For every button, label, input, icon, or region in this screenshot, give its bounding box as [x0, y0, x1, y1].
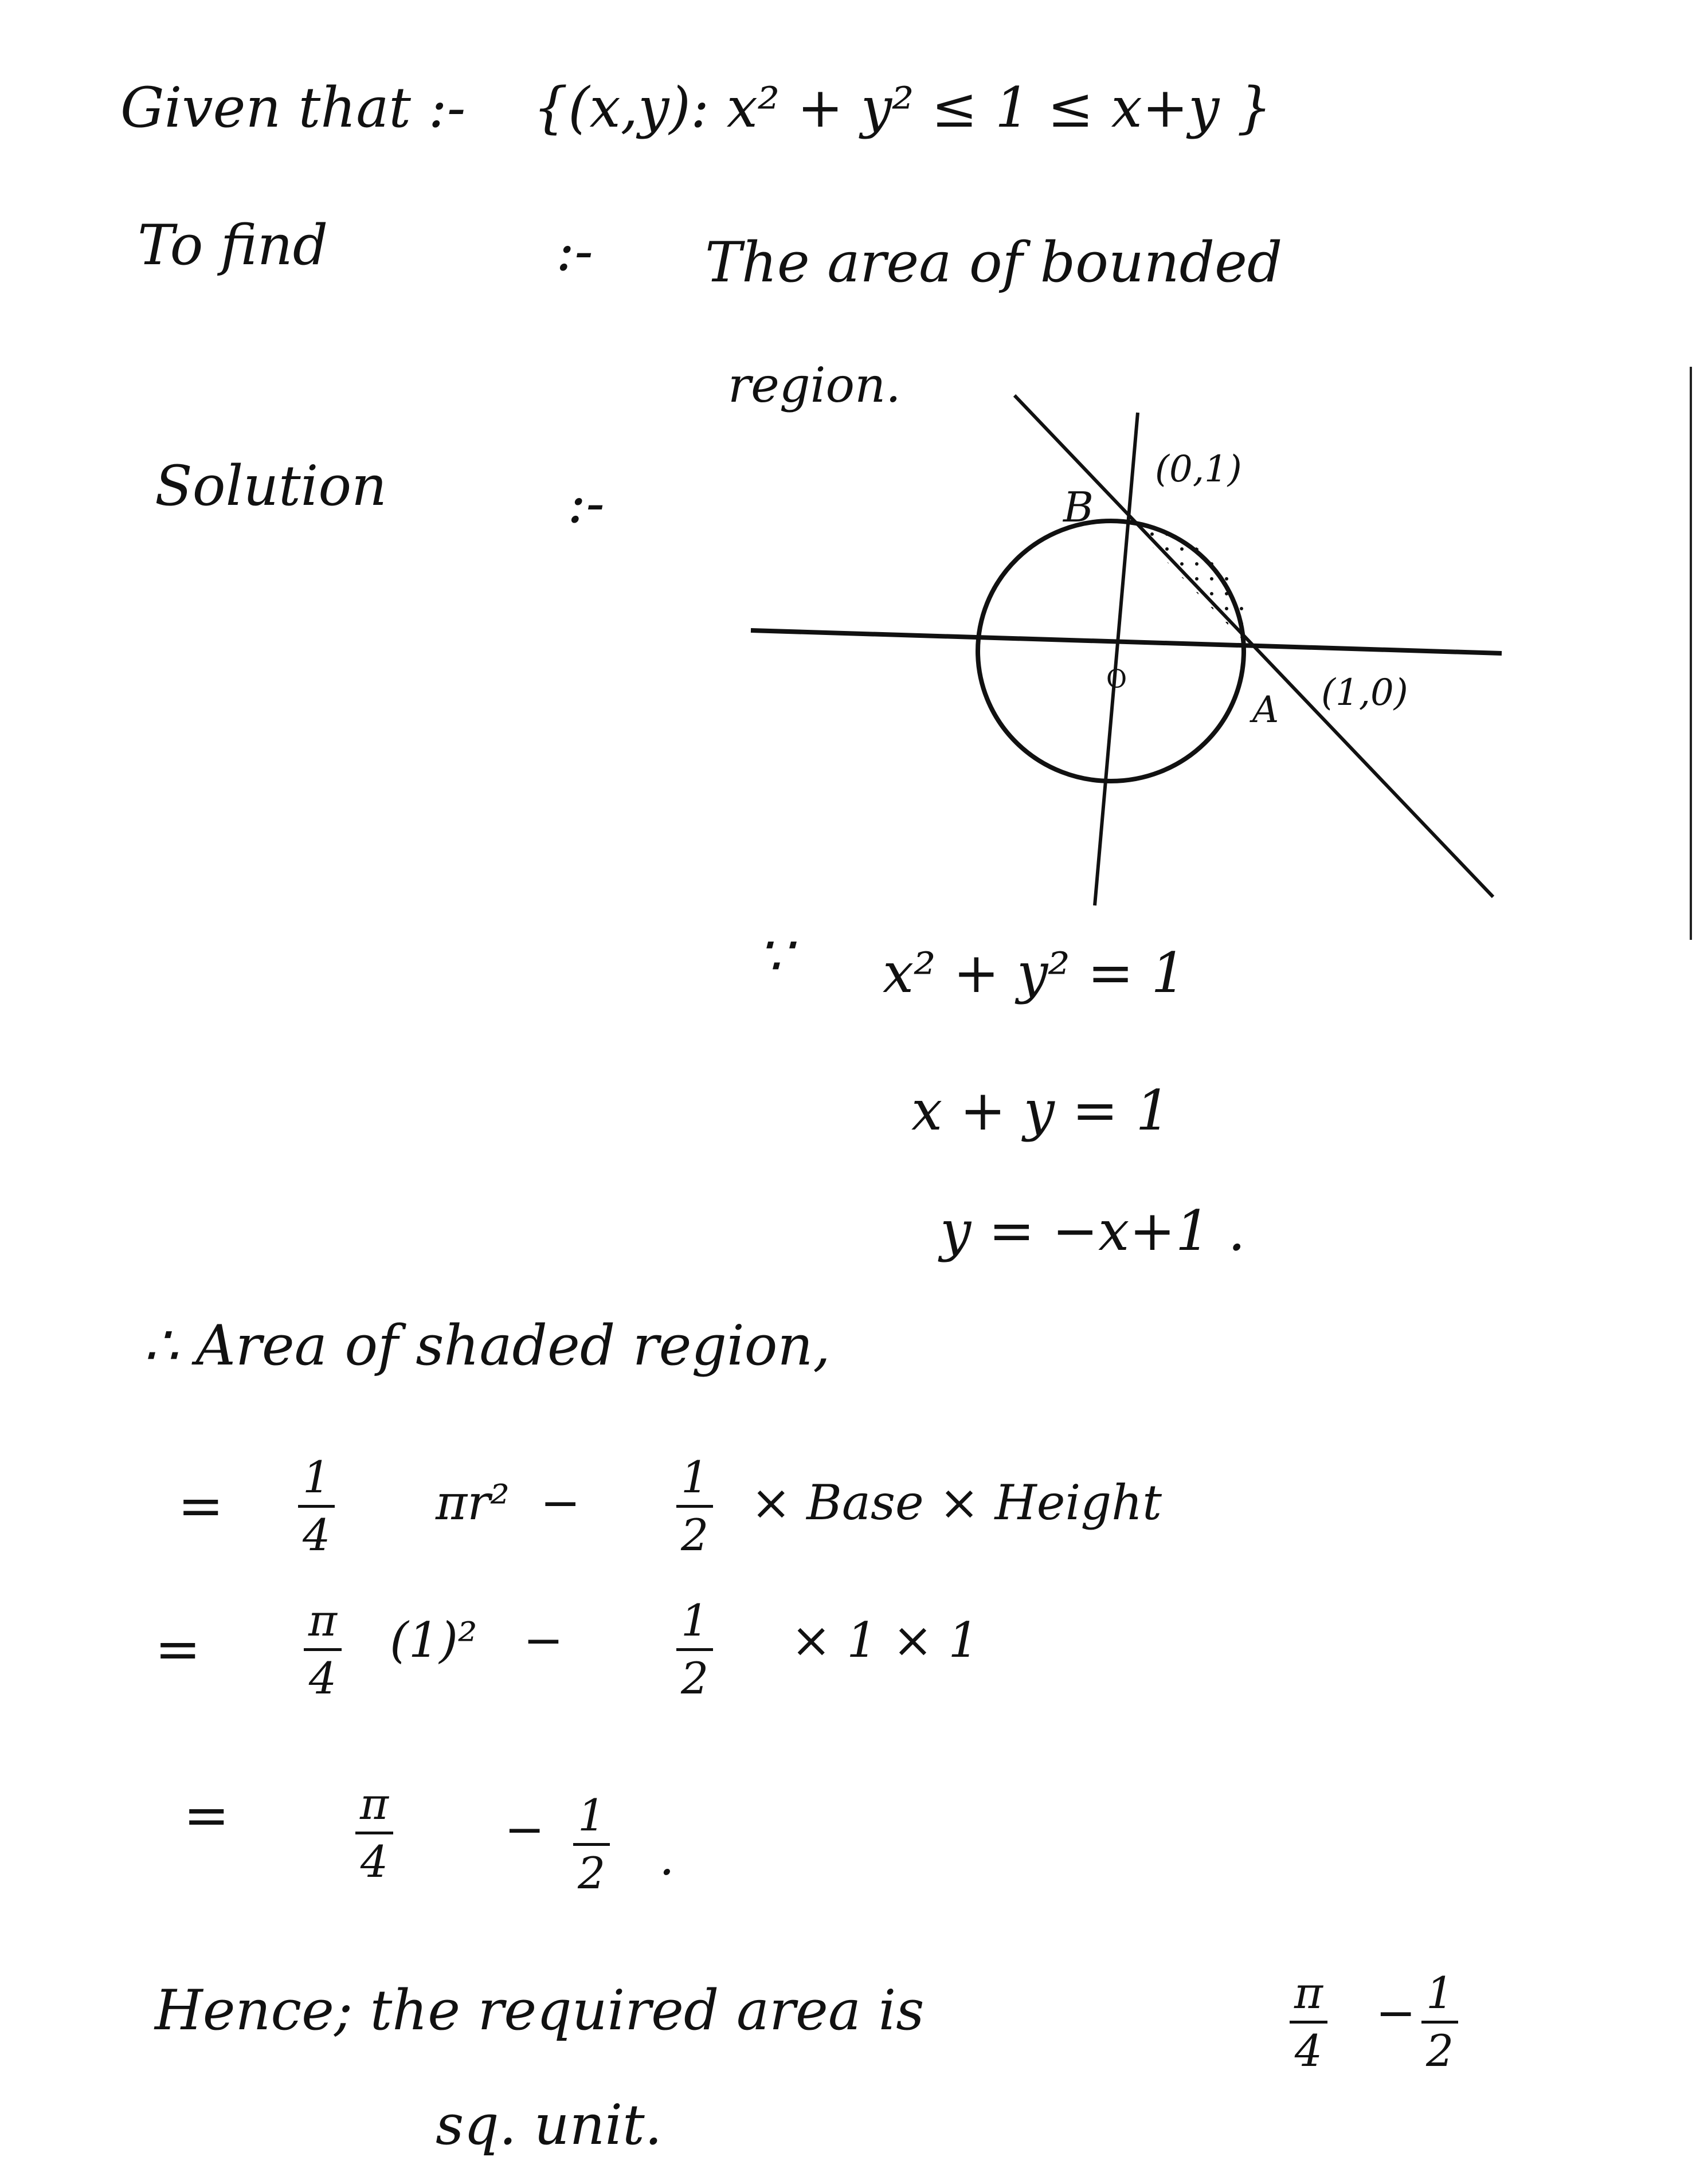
step3-equals: =: [183, 1783, 230, 1848]
step1-fraction-half: [676, 1452, 713, 1560]
line-x-plus-y: [1015, 395, 1493, 897]
step1-term-triangle: × Base × Height: [751, 1475, 1162, 1531]
origin-label: O: [1106, 665, 1127, 694]
fraction-bar: [676, 1505, 713, 1508]
conclusion-text: Hence; the required area is: [155, 1978, 925, 2042]
conclusion-unit: sq. unit.: [436, 2093, 663, 2157]
find-text-line2: region.: [728, 357, 901, 413]
point-b-coord: (0,1): [1155, 448, 1242, 491]
x-axis: [751, 630, 1502, 653]
fraction-bar: [304, 1648, 342, 1651]
step2-term-square: (1)² −: [390, 1612, 564, 1668]
fraction-denominator: 4: [1294, 2025, 1323, 2076]
area-heading: ∴ Area of shaded region,: [143, 1313, 831, 1378]
fraction-denominator: 2: [681, 1509, 709, 1560]
fraction-numerator: π: [1294, 1967, 1323, 2018]
solution-separator: :-: [567, 471, 605, 535]
fraction-bar: [1421, 2021, 1458, 2024]
fraction-bar: [298, 1505, 335, 1508]
find-separator: :-: [556, 219, 593, 283]
equation-line: x + y = 1: [911, 1079, 1171, 1143]
fraction-bar: [573, 1843, 610, 1846]
fraction-numerator: 1: [578, 1790, 606, 1841]
equation-y: y = −x+1 .: [940, 1199, 1245, 1263]
fraction-numerator: π: [360, 1778, 389, 1829]
given-set: {(x,y): x² + y² ≤ 1 ≤ x+y }: [533, 76, 1272, 140]
fraction-bar: [676, 1648, 713, 1651]
step3-minus: −: [504, 1801, 545, 1857]
step3-fraction-half: [573, 1790, 610, 1899]
given-label: Given that :-: [120, 76, 466, 140]
fraction-denominator: 4: [360, 1836, 389, 1887]
fraction-numerator: π: [308, 1595, 337, 1646]
step2-equals: =: [155, 1617, 201, 1681]
since-symbol: ∵: [757, 924, 792, 988]
step1-fraction-quarter: [298, 1452, 335, 1560]
page-edge-line: [1690, 367, 1692, 940]
fraction-denominator: 2: [578, 1848, 606, 1899]
fraction-numerator: 1: [303, 1452, 331, 1503]
find-label: To find: [138, 213, 328, 277]
fraction-numerator: 1: [681, 1595, 709, 1646]
step2-fraction-pi-quarter: [304, 1595, 342, 1704]
shaded-segment: [1130, 524, 1254, 651]
fraction-bar: [355, 1832, 393, 1834]
fraction-denominator: 4: [303, 1509, 331, 1560]
fraction-bar: [1290, 2021, 1327, 2024]
fraction-numerator: 1: [1426, 1967, 1454, 2018]
step3-fraction-pi-quarter: [355, 1778, 393, 1887]
step3-period: .: [659, 1830, 675, 1886]
point-b-label: B: [1063, 483, 1094, 531]
conclusion-fraction-half: [1421, 1967, 1458, 2076]
step1-equals: =: [178, 1474, 224, 1538]
fraction-denominator: 2: [681, 1653, 709, 1704]
fraction-denominator: 4: [308, 1653, 337, 1704]
fraction-numerator: 1: [681, 1452, 709, 1503]
find-text-line1: The area of bounded: [705, 230, 1283, 295]
conclusion-fraction-pi-quarter: [1290, 1967, 1327, 2076]
equation-circle: x² + y² = 1: [883, 941, 1186, 1005]
step1-term-circle: πr² −: [436, 1475, 581, 1531]
step2-fraction-half: [676, 1595, 713, 1704]
circle-line-diagram: [716, 367, 1691, 928]
conclusion-minus: −: [1376, 1985, 1416, 2041]
fraction-denominator: 2: [1426, 2025, 1454, 2076]
solution-label: Solution: [155, 454, 387, 518]
point-a-label: A: [1252, 689, 1279, 731]
step2-term-product: × 1 × 1: [791, 1612, 979, 1668]
point-a-coord: (1,0): [1321, 672, 1408, 714]
